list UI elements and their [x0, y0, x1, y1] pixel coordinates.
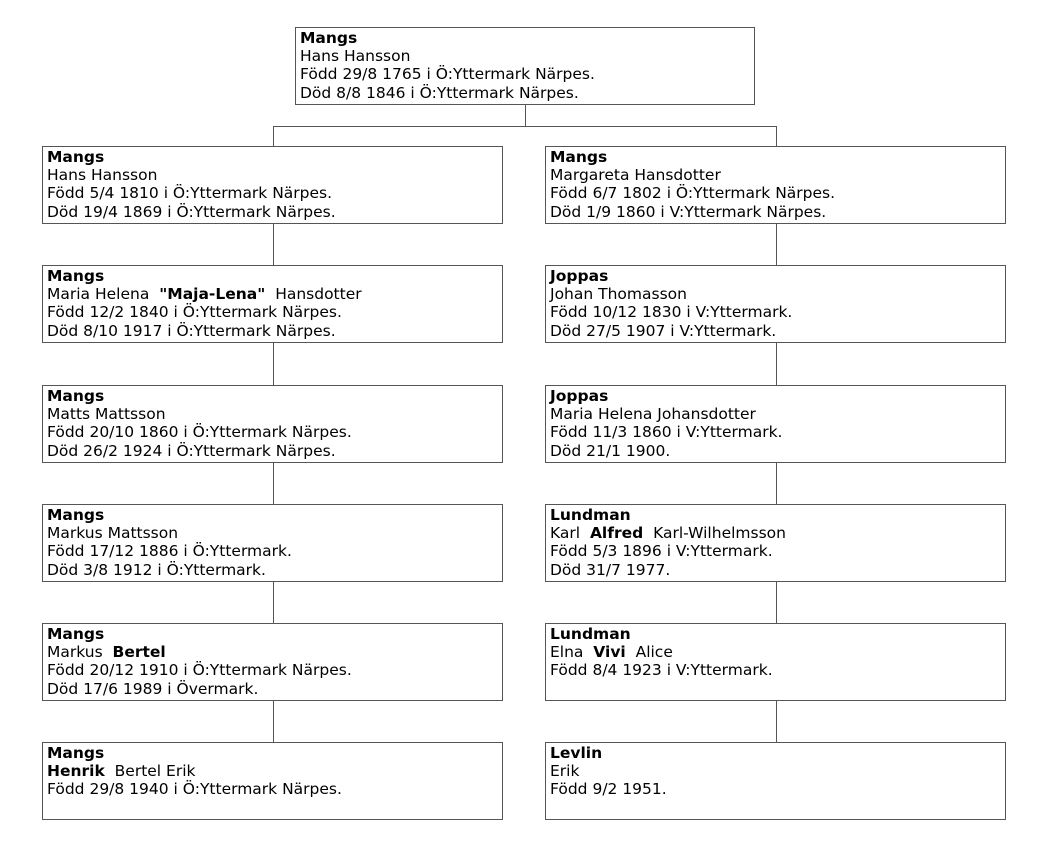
death-info: Död 31/7 1977.	[550, 560, 671, 579]
birth-info: Född 20/10 1860 i Ö:Yttermark Närpes.	[47, 423, 352, 442]
surname-label: Mangs	[300, 29, 358, 47]
surname-label: Lundman	[550, 625, 631, 643]
birth-info: Född 9/2 1951.	[550, 780, 667, 799]
person-card	[42, 742, 503, 820]
given-name-label: Matts Mattsson	[47, 405, 166, 424]
given-name-label: Maria Helena Johansdotter	[550, 405, 756, 424]
generation-connector-line	[776, 582, 777, 624]
birth-info: Född 11/3 1860 i V:Yttermark.	[550, 423, 783, 442]
death-info: Död 8/8 1846 i Ö:Yttermark Närpes.	[300, 83, 579, 102]
given-name-label: Johan Thomasson	[550, 285, 687, 304]
birth-info: Född 20/12 1910 i Ö:Yttermark Närpes.	[47, 661, 352, 680]
birth-info: Född 12/2 1840 i Ö:Yttermark Närpes.	[47, 303, 342, 322]
generation-connector-line	[776, 224, 777, 266]
given-names	[47, 643, 498, 661]
birth-info: Född 8/4 1923 i V:Yttermark.	[550, 661, 773, 680]
generation-connector-line	[273, 582, 274, 624]
death-info: Död 8/10 1917 i Ö:Yttermark Närpes.	[47, 321, 336, 340]
given-names	[550, 405, 1001, 423]
surname-label: Joppas	[550, 387, 609, 405]
surname-label: Mangs	[47, 744, 105, 762]
generation-connector-line	[273, 224, 274, 266]
surname-label: Mangs	[550, 148, 608, 166]
branch-connector-line	[273, 126, 777, 127]
birth-info: Född 29/8 1765 i Ö:Yttermark Närpes.	[300, 65, 595, 84]
given-names	[300, 47, 750, 65]
given-name-label: Margareta Hansdotter	[550, 166, 721, 185]
given-names	[47, 405, 498, 423]
given-names	[550, 285, 1001, 303]
person-card	[42, 265, 503, 343]
surname-label: Mangs	[47, 387, 105, 405]
birth-info: Född 17/12 1886 i Ö:Yttermark.	[47, 542, 292, 561]
nickname-label: Alfred	[589, 524, 644, 543]
right-branch-drop-line	[776, 126, 777, 147]
nickname-label: Henrik	[47, 762, 105, 781]
person-card-root	[295, 27, 755, 105]
nickname-label: Bertel	[112, 643, 166, 662]
generation-connector-line	[273, 463, 274, 505]
surname-label: Mangs	[47, 506, 105, 524]
given-names	[47, 285, 498, 303]
person-card	[42, 146, 503, 224]
generation-connector-line	[273, 701, 274, 743]
person-card	[42, 623, 503, 701]
given-name-label: Hans Hansson	[300, 47, 411, 66]
given-name-label: Bertel Erik	[114, 762, 196, 781]
generation-connector-line	[776, 463, 777, 505]
generation-connector-line	[776, 701, 777, 743]
surname-label: Mangs	[47, 625, 105, 643]
death-info: Död 17/6 1989 i Övermark.	[47, 679, 259, 698]
nickname-label: Vivi	[593, 643, 626, 662]
person-card	[545, 623, 1006, 701]
generation-connector-line	[776, 343, 777, 386]
given-name-label: Markus Mattsson	[47, 524, 179, 543]
given-name-label: Hans Hansson	[47, 166, 158, 185]
given-name-label: Maria Helena	[47, 285, 150, 304]
surname-label: Levlin	[550, 744, 603, 762]
person-card	[545, 504, 1006, 582]
surname-label: Mangs	[47, 267, 105, 285]
person-card	[545, 146, 1006, 224]
death-info: Död 21/1 1900.	[550, 441, 671, 460]
given-names	[550, 762, 1001, 780]
birth-info: Född 5/3 1896 i V:Yttermark.	[550, 542, 773, 561]
birth-info: Född 5/4 1810 i Ö:Yttermark Närpes.	[47, 184, 333, 203]
generation-connector-line	[273, 343, 274, 386]
root-connector-line	[525, 104, 526, 127]
surname-label: Lundman	[550, 506, 631, 524]
birth-info: Född 29/8 1940 i Ö:Yttermark Närpes.	[47, 780, 342, 799]
nickname-label: "Maja-Lena"	[159, 285, 266, 304]
surname-label: Joppas	[550, 267, 609, 285]
person-card	[545, 385, 1006, 463]
person-card	[545, 742, 1006, 820]
death-info: Död 3/8 1912 i Ö:Yttermark.	[47, 560, 266, 579]
person-card	[42, 385, 503, 463]
given-name-label: Alice	[635, 643, 673, 662]
birth-info: Född 10/12 1830 i V:Yttermark.	[550, 303, 793, 322]
death-info: Död 27/5 1907 i V:Yttermark.	[550, 321, 777, 340]
given-names	[47, 166, 498, 184]
given-names	[550, 524, 1001, 542]
surname-label: Mangs	[47, 148, 105, 166]
death-info: Död 26/2 1924 i Ö:Yttermark Närpes.	[47, 441, 336, 460]
death-info: Död 19/4 1869 i Ö:Yttermark Närpes.	[47, 202, 336, 221]
given-names	[550, 166, 1001, 184]
left-branch-drop-line	[273, 126, 274, 147]
given-name-label: Karl-Wilhelmsson	[653, 524, 786, 543]
person-card	[42, 504, 503, 582]
given-names	[47, 524, 498, 542]
given-name-label: Erik	[550, 762, 580, 781]
given-name-label: Elna	[550, 643, 584, 662]
given-name-label: Markus	[47, 643, 103, 662]
death-info: Död 1/9 1860 i V:Yttermark Närpes.	[550, 202, 827, 221]
birth-info: Född 6/7 1802 i Ö:Yttermark Närpes.	[550, 184, 836, 203]
person-card	[545, 265, 1006, 343]
given-names	[47, 762, 498, 780]
given-names	[550, 643, 1001, 661]
given-name-label: Karl	[550, 524, 581, 543]
given-name-label: Hansdotter	[275, 285, 362, 304]
